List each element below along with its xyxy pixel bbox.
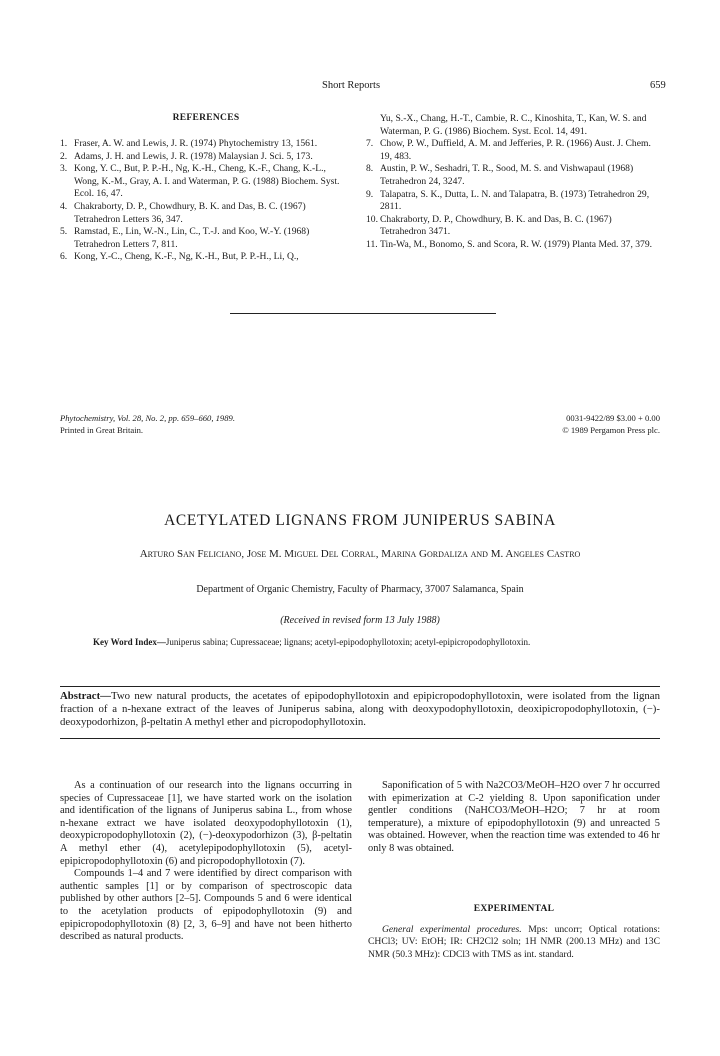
reference-item: 2. Adams, J. H. and Lewis, J. R. (1978) Malaysian J. Sci. 5, 173. [60, 150, 313, 162]
references-left-column [60, 138, 352, 264]
experimental-label: General experimental procedures. [382, 924, 522, 935]
keywords-label: Key Word Index— [93, 637, 166, 647]
reference-item: 4. Chakraborty, D. P., Chowdhury, B. K. and Das, B. C. (1967) Tetrahedron Letters 36, 347. [60, 200, 306, 225]
reference-item: Yu, S.-X., Chang, H.-T., Cambie, R. C., Kinoshita, T., Kan, W. S. and Waterman, P. G. (1986) Biochem. Syst. Ecol. 14, 491. [380, 113, 647, 137]
body-paragraph: Saponification of 5 with Na2CO3/MeOH–H2O over 7 hr occurred with epimerization at C-2 yielding 8. Upon saponification under gentler conditions (NaHCO3/MeOH–H2O; 7 hr at room temperature), a mixture of epipodophyllotoxin (9) and unreacted 5 was obtained. However, when the reaction time was extended to 46 hr only 8 was obtained. [368, 780, 660, 854]
reference-item: 8. Austin, P. W., Seshadri, T. R., Sood, M. S. and Vishwapaul (1968) Tetrahedron 24, 3247. [366, 163, 634, 187]
experimental-heading: EXPERIMENTAL [473, 904, 555, 914]
reference-item: 1. Fraser, A. W. and Lewis, J. R. (1974) Phytochemistry 13, 1561. [60, 138, 318, 149]
keywords-text: Juniperus sabina; Cupressaceae; lignans; acetyl-epipodophyllotoxin; acetyl-epipicropodophyllotoxin. [165, 637, 531, 647]
received-date: (Received in revised form 13 July 1988) [280, 615, 440, 626]
reference-item: 5. Ramstad, E., Lin, W.-N., Lin, C., T.-J. and Koo, W.-Y. (1968) Tetrahedron Letters 7, 811. [60, 226, 310, 250]
body-paragraph: As a continuation of our research into the lignans occurring in species of Cupressaceae [1], we have started work on the isolation and identification of the lignans of Juniperus sabina L., from whose n-hexane extract we have isolated deoxypodophyllotoxin (1), deoxypicropodophyllotoxin (2), (−)-deoxypodorhizon (3), β-peltatin A methyl ether (4), acetylepipodophyllotoxin (5), acetyl-epipicropodophyllotoxin (6) and picropodophyllotoxin (7). [60, 780, 352, 867]
references-heading: REFERENCES [172, 113, 240, 123]
section-divider [230, 313, 496, 314]
article-title: ACETYLATED LIGNANS FROM JUNIPERUS SABINA [164, 512, 556, 529]
article-authors: Arturo San Feliciano, Jose M. Miguel Del Corral, Marina Gordaliza and M. Angeles Castro [139, 548, 581, 560]
reference-item: 9. Talapatra, S. K., Dutta, L. N. and Talapatra, B. (1973) Tetrahedron 29, 2811. [366, 188, 650, 213]
body-left-column [60, 780, 352, 944]
journal-citation: Phytochemistry, Vol. 28, No. 2, pp. 659–660, 1989. [60, 413, 235, 423]
body-right-column [368, 780, 660, 856]
reference-item: 7. Chow, P. W., Duffield, A. M. and Jefferies, P. R. (1966) Aust. J. Chem. 19, 483. [366, 138, 651, 162]
issn-price: 0031-9422/89 $3.00 + 0.00 [566, 413, 660, 423]
keyword-index [93, 637, 633, 649]
copyright: © 1989 Pergamon Press plc. [562, 425, 660, 435]
reference-item: 3. Kong, Y. C., But, P. P.-H., Ng, K.-H., Cheng, K.-F., Chang, K.-L., Wong, K.-M., Gray, A. I. and Waterman, P. G. (1988) Biochem. Syst. Ecol. 16, 47. [60, 163, 340, 200]
affiliation: Department of Organic Chemistry, Faculty of Pharmacy, 37007 Salamanca, Spain [196, 584, 524, 595]
abstract-text: Two new natural products, the acetates of epipodophyllotoxin and epipicropodophyllotoxin, were isolated from the lignan fraction of a n-hexane extract of the leaves of Juniperus sabina, along with deoxypodophyllotoxin, deoxipicropodophyllotoxin, (−)-deoxypodorhizon, β-peltatin A methyl ether and picropodophyllotoxin. [60, 690, 660, 728]
abstract-label: Abstract— [60, 690, 111, 702]
printed-in: Printed in Great Britain. [60, 425, 144, 435]
experimental-text: General experimental procedures. Mps: uncorr; Optical rotations: CHCl3; UV: EtOH; IR: CH2Cl2 soln; 1H NMR (200.13 MHz) and 13C NMR (50.3 MHz): CDCl3 with TMS as int. standard. [368, 924, 660, 960]
abstract-top-rule [60, 686, 660, 687]
page-number: 659 [650, 80, 666, 91]
abstract-bottom-rule [60, 738, 660, 739]
references-right-column [366, 113, 660, 252]
reference-item: 10. Chakraborty, D. P., Chowdhury, B. K. and Das, B. C. (1967) Tetrahedron 3471. [366, 213, 612, 238]
reference-item: 11. Tin-Wa, M., Bonomo, S. and Scora, R. W. (1979) Planta Med. 37, 379. [366, 238, 653, 250]
running-header: Short Reports [322, 80, 381, 91]
body-paragraph: Compounds 1–4 and 7 were identified by direct comparison with authentic samples [1] or by comparison of spectroscopic data published by other authors [2–5]. Compounds 5 and 6 were identical to the acetylation products of epipodophyllotoxin (9) and epipicropodophyllotoxin (8) [2, 3, 6–9] and have not been hitherto described as natural products. [60, 868, 352, 943]
abstract [60, 690, 660, 729]
reference-item: 6. Kong, Y.-C., Cheng, K.-F., Ng, K.-H., But, P. P.-H., Li, Q., [60, 251, 299, 263]
